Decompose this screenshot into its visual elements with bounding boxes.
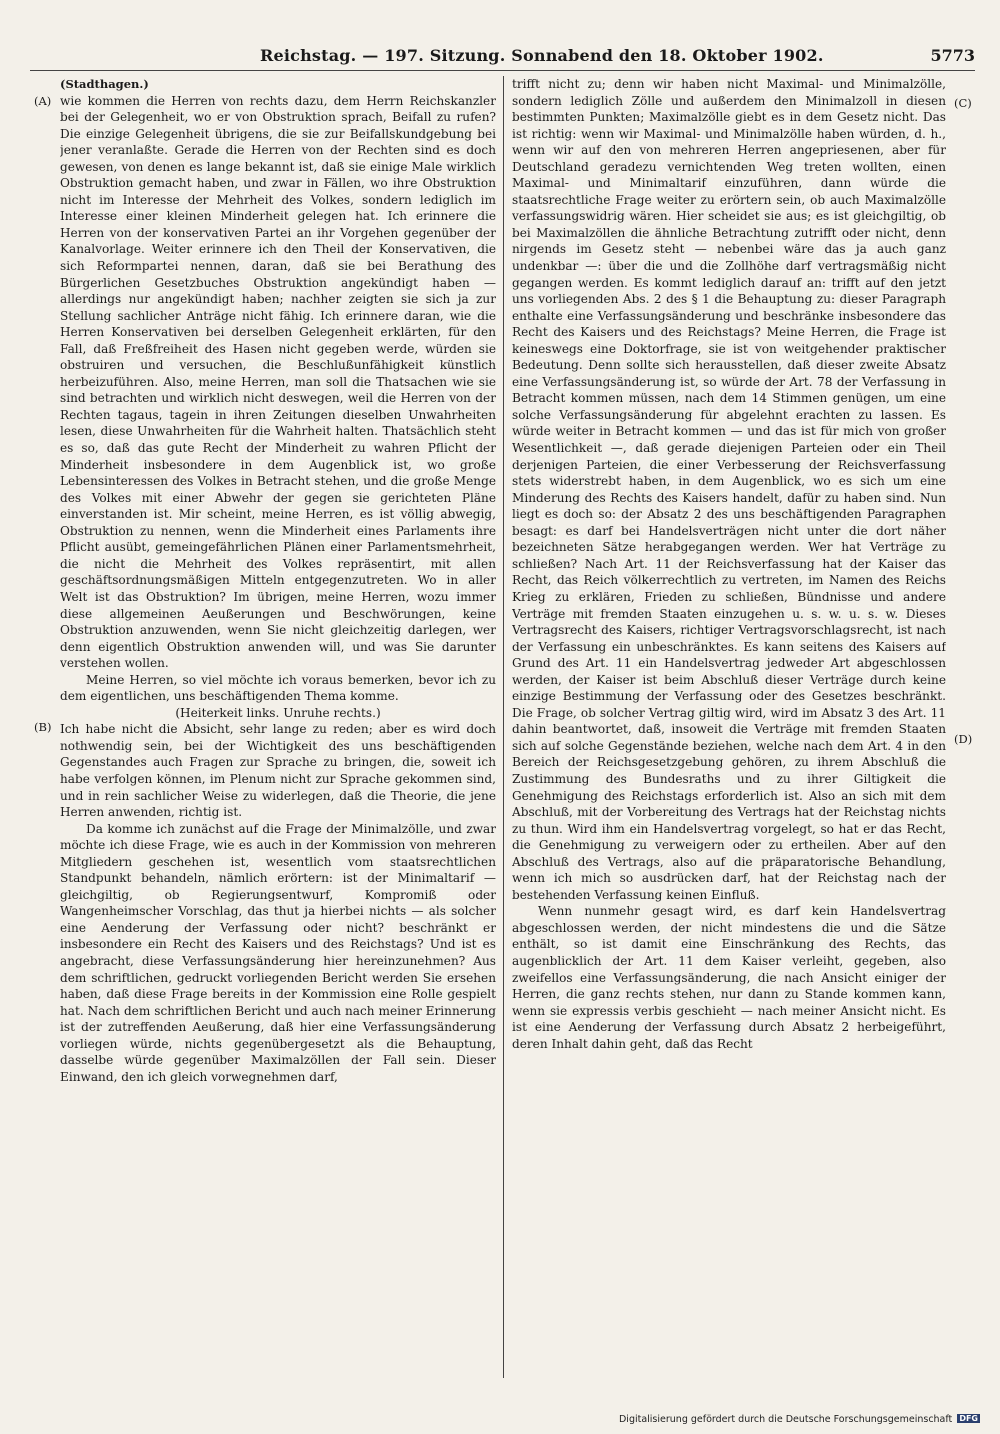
column-divider — [503, 76, 504, 1378]
margin-marker-d: (D) — [954, 732, 973, 746]
footer-credit-text: Digitalisierung gefördert durch die Deutsche Forschungsgemeinschaft — [618, 1414, 953, 1425]
page-number: 5773 — [930, 46, 975, 65]
header-title: Reichstag. — 197. Sitzung. Sonnabend den 18. Oktober 1902. — [260, 46, 824, 65]
footer-credit — [619, 1414, 980, 1425]
speaker-name: (Stadthagen.) — [60, 77, 149, 91]
left-paragraph-3: Ich habe nicht die Absicht, sehr lange zu reden; aber es wird doch nothwendig sein, bei der Wichtigkeit des uns beschäftigenden Gegenstandes auch Fragen zur Sprache zu bringen, die, soweit ich habe verfolgen können, im Plenum nicht zur Sprache gekommen sind, und in rein sachlicher Weise zu widerlegen, daß die Theorie, die jene Herren anwenden, richtig ist. — [60, 722, 496, 820]
left-paragraph-1: wie kommen die Herren von rechts dazu, dem Herrn Reichskanzler bei der Gelegenheit, wo er von Obstruktion sprach, Beifall zu rufen? Die einzige Gelegenheit übrigens, die sie zur Beifallskundgebung bei jener veranlaßte. Gerade die Herren von der Rechten sind es doch gewesen, von denen es lange bekannt ist, daß sie einige Male wirklich Obstruktion gemacht haben, und zwar in Fällen, wo ihre Obstruktion nicht im Interesse der Mehrheit des Volkes, sondern lediglich im Interesse einer kleinen Minderheit gelegen hat. Ich erinnere die Herren von der konservativen Partei an ihr Vorgehen gegenüber der Kanalvorlage. Weiter erinnere ich den Theil der Konservativen, die sich Reformpartei nennen, daran, daß sie bei Berathung des Bürgerlichen Gesetzbuches Obstruktion angekündigt haben — allerdings nur angekündigt haben; nachher zeigten sie sich ja zur Stellung sachlicher Anträge nicht fähig. Ich erinnere daran, wie die Herren Konservativen bei derselben Gelegenheit erklärten, für den Fall, daß Freßfreiheit des Hasen nicht gegeben werde, würden sie obstruiren und versuchen, die Beschlußunfähigkeit künstlich herbeizuführen. Also, meine Herren, man soll die Thatsachen wie sie sind betrachten und wirklich nicht deswegen, weil die Herren von der Rechten tagaus, tagein in ihren Zeitungen dieselben Unwahrheiten lesen, diese Unwahrheiten für die Wahrheit halten. Thatsächlich steht es so, daß das gute Recht der Minderheit zu wahren Pflicht der Minderheit insbesondere in dem Augenblick ist, wo große Lebensinteressen des Volkes in Betracht stehen, und die große Menge des Volkes mit einer Abwehr der gegen sie gerichteten Pläne einverstanden ist. Mir scheint, meine Herren, es ist völlig abwegig, Obstruktion zu nennen, wenn die Minderheit eines Parlaments ihre Pflicht ausübt, gemeingefährlichen Plänen einer Parlamentsmehrheit, die nicht die Mehrheit des Volkes repräsentirt, mit allen geschäftsordnungsmäßigen Mitteln entgegenzutreten. Wo in aller Welt ist das Obstruktion? Im übrigen, meine Herren, wozu immer diese allgemeinen Aeußerungen und Beschwörungen, keine Obstruktion anzuwenden, wenn Sie nicht gleichzeitig darlegen, wer denn eigentlich Obstruktion anwenden will, und was Sie darunter verstehen wollen. — [60, 93, 496, 671]
right-column — [512, 76, 946, 1378]
margin-marker-c: (C) — [954, 96, 972, 110]
right-paragraph-1: trifft nicht zu; denn wir haben nicht Maximal- und Minimalzölle, sondern lediglich Zölle und außerdem den Minimalzoll in diesen bestimmten Punkten; Maximalzölle giebt es in dem Gesetz nicht. Das ist richtig: wenn wir Maximal- und Minimalzölle haben würden, d. h., wenn wir auf den von mehreren Herren angepriesenen, aber für Deutschland geradezu vernichtenden Weg treten wollten, einen Maximal- und Minimaltarif einzuführen, dann würde die staatsrechtliche Frage weiter zu erörtern sein, ob auch Maximalzölle verfassungswidrig wären. Hier scheidet sie aus; es ist gleichgiltig, ob bei Maximalzöllen die ähnliche Betrachtung zutrifft oder nicht, denn nirgends im Gesetz steht — nebenbei wäre das ja auch ganz undenkbar —: über die und die Zollhöhe darf vertragsmäßig nicht gegangen werden. Es kommt lediglich darauf an: trifft auf den jetzt uns vorliegenden Abs. 2 des § 1 die Behauptung zu: dieser Paragraph enthalte eine Verfassungsänderung und beschränke insbesondere das Recht des Kaisers und des Reichstags? Meine Herren, die Frage ist keineswegs eine Doktorfrage, sie ist von weitgehender praktischer Bedeutung. Denn sollte sich herausstellen, daß dieser zweite Absatz eine Verfassungsänderung ist, so würde der Art. 78 der Verfassung in Betracht kommen müssen, nach dem 14 Stimmen genügen, um eine solche Verfassungsänderung für abgelehnt erachten zu lassen. Es würde weiter in Betracht kommen — und das ist für mich von großer Wesentlichkeit —, daß gerade diejenigen Parteien oder ein Theil derjenigen Parteien, die einer Verbesserung der Reichsverfassung stets widerstrebt haben, in dem Augenblick, wo es sich um eine Minderung des Rechts des Kaisers handelt, dafür zu haben sind. Nun liegt es doch so: der Absatz 2 des uns beschäftigenden Paragraphen besagt: es darf bei Handelsverträgen nicht unter die dort näher bezeichneten Sätze herabgegangen werden. Wer hat Verträge zu schließen? Nach Art. 11 der Reichsverfassung hat der Kaiser das Recht, das Reich völkerrechtlich zu vertreten, im Namen des Reichs Krieg zu erklären, Frieden zu schließen, Bündnisse und andere Verträge mit fremden Staaten einzugehen u. s. w. u. s. w. Dieses Vertragsrecht des Kaisers, richtiger Vertragsvorschlagsrecht, ist nach der Verfassung ein unbeschränktes. Es kann seitens des Kaisers auf Grund des Art. 11 ein Handelsvertrag jedweder Art abgeschlossen werden, der Kaiser ist beim Abschluß dieser Verträge durch keine einzige Bestimmung der Verfassung oder des Gesetzes beschränkt. Die Frage, ob solcher Vertrag giltig wird, wird im Absatz 3 des Art. 11 dahin beantwortet, daß, insoweit die Verträge mit fremden Staaten sich auf solche Gegenstände beziehen, welche nach dem Art. 4 in den Bereich der Reichsgesetzgebung gehören, zu ihrem Abschluß die Zustimmung des Bundesraths und zu ihrer Giltigkeit die Genehmigung des Reichstags erforderlich ist. Also an sich mit dem Abschluß, mit der Vorbereitung des Vertrags hat der Reichstag nichts zu thun. Wird ihm ein Handelsvertrag vorgelegt, so hat er das Recht, die Genehmigung zu verweigern oder zu ertheilen. Aber auf den Abschluß des Vertrags, also auf die präparatorische Behandlung, wenn ich mich so ausdrücken darf, hat der Reichstag nach der bestehenden Verfassung keinen Einfluß. — [512, 77, 946, 902]
left-paragraph-4: Da komme ich zunächst auf die Frage der Minimalzölle, und zwar möchte ich diese Frage, wie es auch in der Kommission von mehreren Mitgliedern geschehen ist, wesentlich vom staatsrechtlichen Standpunkt behandeln, nämlich erörtern: ist der Minimaltarif — gleichgiltig, ob Regierungsentwurf, Kompromiß oder Wangenheimscher Vorschlag, das thut ja hierbei nichts — als solcher eine Aenderung der Verfassung oder nicht? beschränkt er insbesondere ein Recht des Kaisers und des Reichstags? Und ist es angebracht, diese Verfassungsänderung hier hereinzunehmen? Aus dem schriftlichen, gedruckt vorliegenden Bericht werden Sie ersehen haben, daß diese Frage bereits in der Kommission eine Rolle gespielt hat. Nach dem schriftlichen Bericht und auch nach meiner Erinnerung ist der zutreffenden Aeußerung, daß hier eine Verfassungsänderung vorliegen würde, nichts gegenübergesetzt als die Behauptung, dasselbe würde gegenüber Maximalzöllen der Fall sein. Dieser Einwand, den ich gleich vorwegnehmen darf, — [60, 821, 496, 1084]
dfg-logo: DFG — [959, 1414, 978, 1423]
interjection: (Heiterkeit links. Unruhe rechts.) — [175, 705, 381, 720]
page-header — [30, 44, 975, 71]
right-paragraph-2: Wenn nunmehr gesagt wird, es darf kein Handelsvertrag abgeschlossen werden, der nicht mindestens die und die Sätze enthält, so ist damit eine Einschränkung des Rechts, das augenblicklich der Art. 11 dem Kaiser verleiht, gegeben, also zweifellos eine Verfassungsänderung, die nach Ansicht einiger der Herren, die ganz rechts stehen, nur dann zu Stande kommen kann, wenn sie expressis verbis geschieht — nach meiner Ansicht nicht. Es ist eine Aenderung der Verfassung durch Absatz 2 herbeigeführt, deren Inhalt dahin geht, daß das Recht — [512, 904, 946, 1051]
left-column — [60, 76, 496, 1378]
margin-marker-a: (A) — [34, 94, 52, 108]
left-paragraph-2: Meine Herren, so viel möchte ich voraus bemerken, bevor ich zu dem eigentlichen, uns beschäftigenden Thema komme. — [60, 672, 496, 704]
margin-marker-b: (B) — [34, 720, 52, 734]
